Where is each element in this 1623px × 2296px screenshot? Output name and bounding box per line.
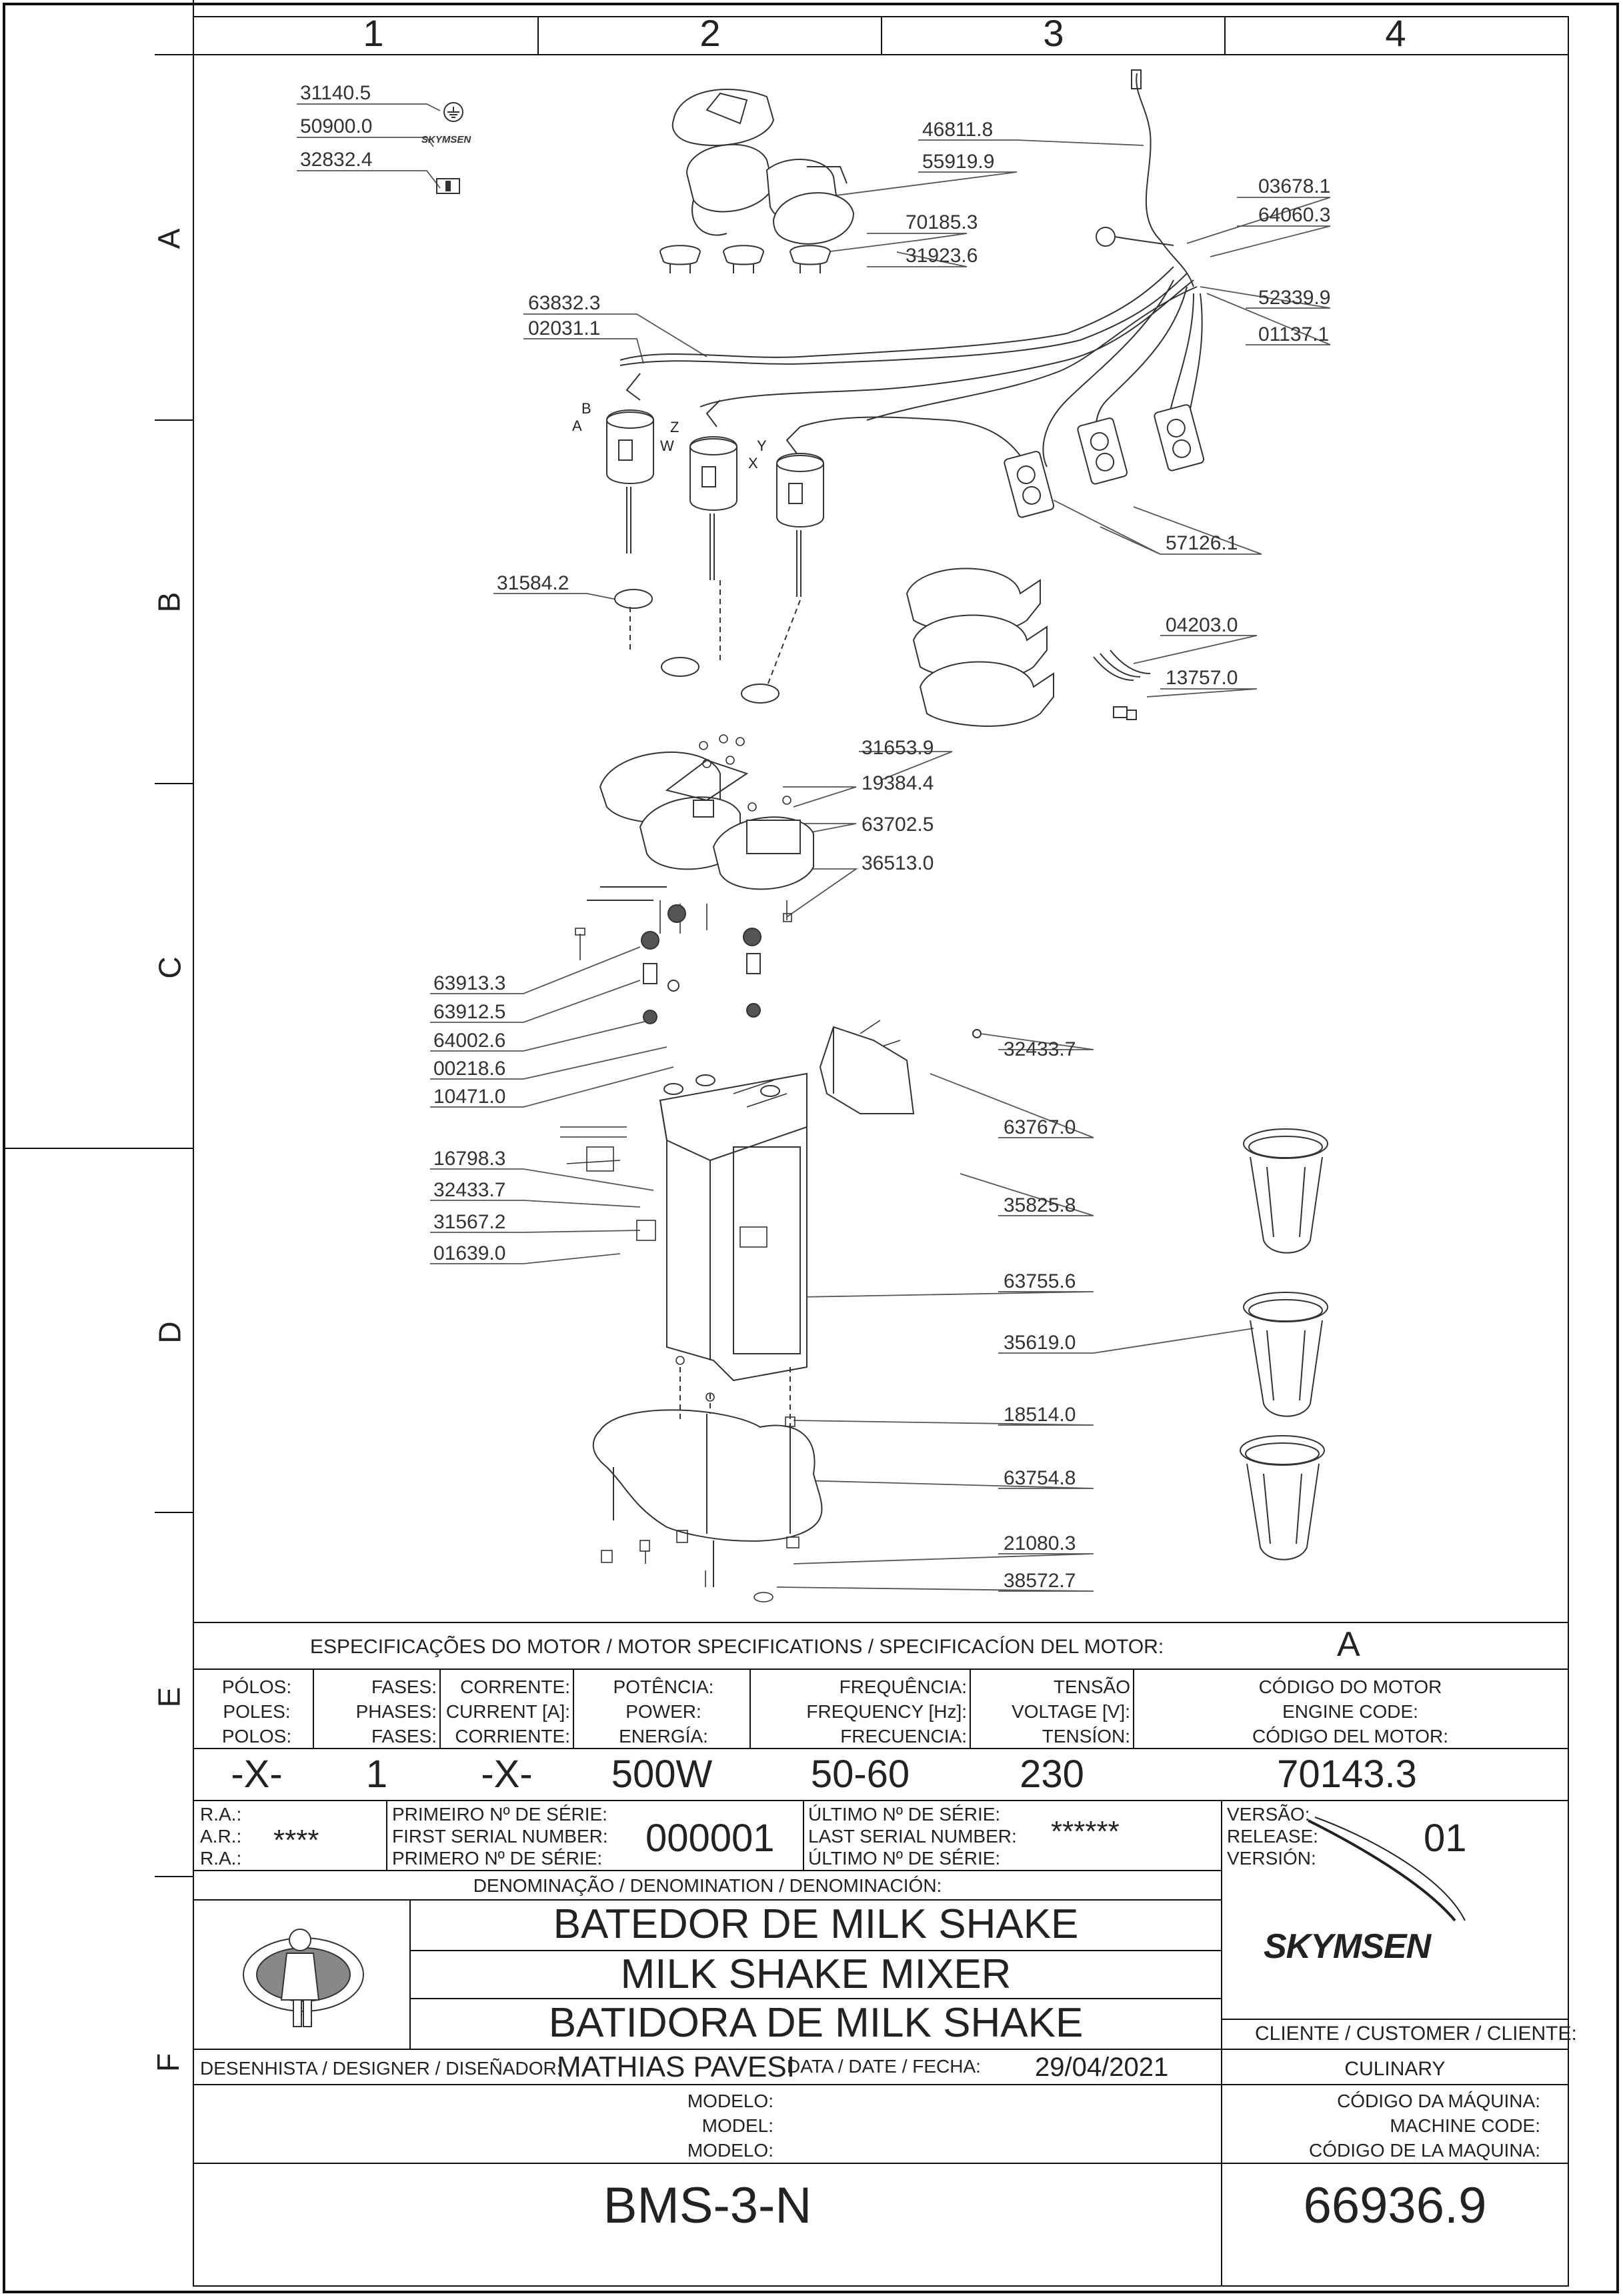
brand-logo-swoosh xyxy=(1222,1807,1568,1934)
row-label-a: A xyxy=(151,228,187,249)
spec-header-voltage: TENSÃO VOLTAGE [V]: TENSÍON: xyxy=(1012,1676,1130,1747)
part-number-label: 10471.0 xyxy=(433,1086,506,1108)
client-label: CLIENTE / CUSTOMER / CLIENTE: xyxy=(1255,2023,1577,2045)
wire-letter: W xyxy=(660,437,674,454)
part-number-label: 64060.3 xyxy=(1258,204,1331,226)
last-serial-labels: ÚLTIMO Nº DE SÉRIE: LAST SERIAL NUMBER: ÚLTIMO Nº DE SÉRIE: xyxy=(808,1804,1017,1869)
designer-value: MATHIAS PAVESI xyxy=(557,2051,795,2083)
date-label: DATA / DATE / FECHA: xyxy=(787,2056,981,2077)
part-number-label: 18514.0 xyxy=(1004,1404,1076,1426)
title-english: MILK SHAKE MIXER xyxy=(620,1951,1012,1997)
version-labels: VERSÃO: RELEASE: VERSIÓN: xyxy=(1227,1804,1318,1869)
service-seal xyxy=(193,1900,413,2049)
title-portuguese: BATEDOR DE MILK SHAKE xyxy=(553,1901,1079,1947)
part-number-label: 31140.5 xyxy=(300,82,371,104)
part-number-label: 35825.8 xyxy=(1004,1194,1076,1216)
part-number-label: 63913.3 xyxy=(433,972,506,994)
denomination-label: DENOMINAÇÃO / DENOMINATION / DENOMINACIÓN: xyxy=(473,1875,942,1896)
part-number-label: 02031.1 xyxy=(528,317,601,339)
row-label-e: E xyxy=(151,1686,187,1708)
model-labels: MODELO: MODEL: MODELO: xyxy=(687,2091,773,2161)
designer-label: DESENHISTA / DESIGNER / DISEÑADOR: xyxy=(200,2058,562,2079)
wire-letter: Z xyxy=(670,419,679,435)
part-number-label: 31584.2 xyxy=(497,572,569,594)
spec-header-power: POTÊNCIA: POWER: ENERGÍA: xyxy=(613,1676,714,1747)
part-number-label: 64002.6 xyxy=(433,1030,506,1052)
part-number-label: 31653.9 xyxy=(862,737,934,759)
part-number-label: 63755.6 xyxy=(1004,1270,1076,1292)
row-label-f: F xyxy=(151,2053,186,2073)
part-number-label: 32832.4 xyxy=(300,149,373,171)
part-number-label: 19384.4 xyxy=(862,772,934,794)
part-number-label: 03678.1 xyxy=(1258,175,1331,197)
part-number-label: 01639.0 xyxy=(433,1242,506,1264)
spec-header-engine-code: CÓDIGO DO MOTOR ENGINE CODE: CÓDIGO DEL MOTOR: xyxy=(1252,1676,1449,1747)
spec-value-voltage: 230 xyxy=(1020,1753,1084,1796)
spec-header-current: CORRENTE: CURRENT [A]: CORRIENTE: xyxy=(445,1676,570,1747)
spec-header-poles: PÓLOS: POLES: POLOS: xyxy=(221,1676,292,1747)
wire-letter: X xyxy=(748,455,758,471)
part-number-label: 32433.7 xyxy=(433,1179,506,1201)
part-number-label: 52339.9 xyxy=(1258,287,1331,309)
spec-value-phases: 1 xyxy=(365,1753,388,1796)
wire-letter: B xyxy=(581,400,591,417)
column-label-4: 4 xyxy=(1385,12,1406,54)
wire-letter: A xyxy=(572,417,582,434)
part-number-label: 01137.1 xyxy=(1258,323,1330,345)
spec-value-frequency: 50-60 xyxy=(810,1753,910,1796)
brand-logo: SKYMSEN xyxy=(1264,1927,1431,1966)
part-number-label: 35619.0 xyxy=(1004,1332,1076,1354)
column-label-3: 3 xyxy=(1043,12,1064,54)
spec-value-engine-code: 70143.3 xyxy=(1277,1753,1417,1796)
spec-value-poles: -X- xyxy=(231,1753,283,1796)
motor-variant: A xyxy=(1337,1625,1360,1664)
part-number-label: 57126.1 xyxy=(1166,532,1238,554)
first-serial-labels: PRIMEIRO Nº DE SÉRIE: FIRST SERIAL NUMBER: PRIMERO Nº DE SÉRIE: xyxy=(392,1804,608,1869)
wire-letter: Y xyxy=(757,437,767,454)
spec-header-phases: FASES: PHASES: FASES: xyxy=(355,1676,437,1747)
model-value: BMS-3-N xyxy=(603,2177,812,2234)
part-number-label: 38572.7 xyxy=(1004,1570,1076,1592)
part-number-label: 36513.0 xyxy=(862,852,934,874)
machine-code-labels: CÓDIGO DA MÁQUINA: MACHINE CODE: CÓDIGO DE LA MAQUINA: xyxy=(1309,2091,1540,2161)
spec-value-power: 500W xyxy=(611,1753,713,1796)
row-label-b: B xyxy=(151,592,187,613)
date-value: 29/04/2021 xyxy=(1035,2053,1169,2082)
spec-value-current: -X- xyxy=(481,1753,533,1796)
column-label-2: 2 xyxy=(699,12,721,54)
row-label-c: C xyxy=(152,956,187,979)
machine-code-value: 66936.9 xyxy=(1303,2177,1487,2234)
part-number-label: 13757.0 xyxy=(1166,667,1238,689)
client-value: CULINARY xyxy=(1344,2058,1446,2080)
part-number-label: 55919.9 xyxy=(922,151,995,173)
part-number-label: 63767.0 xyxy=(1004,1116,1076,1138)
part-number-label: 04203.0 xyxy=(1166,614,1238,636)
column-label-1: 1 xyxy=(363,12,384,54)
last-serial-value: ****** xyxy=(1051,1815,1120,1848)
ra-value: **** xyxy=(273,1824,319,1857)
ra-labels: R.A.: A.R.: R.A.: xyxy=(200,1804,242,1869)
part-number-label: 63754.8 xyxy=(1004,1467,1076,1489)
part-number-label: 63702.5 xyxy=(862,814,934,836)
version-value: 01 xyxy=(1424,1817,1467,1860)
part-number-label: 00218.6 xyxy=(433,1058,506,1080)
small-brand-logo: SKYMSEN xyxy=(421,134,471,145)
part-number-label: 32433.7 xyxy=(1004,1038,1076,1060)
row-label-d: D xyxy=(152,1321,187,1344)
part-number-label: 63832.3 xyxy=(528,292,601,314)
part-number-label: 21080.3 xyxy=(1004,1532,1076,1554)
part-number-label: 46811.8 xyxy=(922,119,994,141)
part-number-label: 31567.2 xyxy=(433,1211,506,1233)
part-number-label: 63912.5 xyxy=(433,1001,506,1023)
motor-specs-title: ESPECIFICAÇÕES DO MOTOR / MOTOR SPECIFICATIONS / SPECIFICACÍON DEL MOTOR: xyxy=(310,1636,1164,1658)
part-number-label: 50900.0 xyxy=(300,115,373,137)
part-number-label: 16798.3 xyxy=(433,1148,506,1170)
title-spanish: BATIDORA DE MILK SHAKE xyxy=(548,2000,1084,2046)
first-serial-value: 000001 xyxy=(645,1817,775,1860)
part-number-label: 31923.6 xyxy=(906,245,978,267)
spec-header-frequency: FREQUÊNCIA: FREQUENCY [Hz]: FRECUENCIA: xyxy=(806,1676,967,1747)
part-number-label: 70185.3 xyxy=(906,211,978,233)
